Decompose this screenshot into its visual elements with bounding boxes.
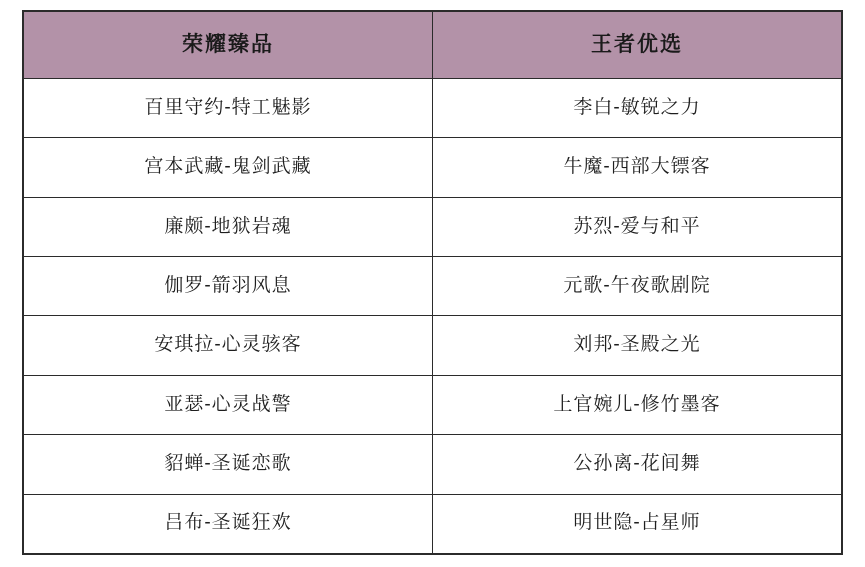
cell-label: 公孙离-花间舞	[573, 452, 701, 474]
skin-comparison-table	[22, 10, 843, 555]
cell-label: 貂蝉-圣诞恋歌	[164, 452, 292, 474]
table-cell	[433, 138, 843, 197]
cell-label: 廉颇-地狱岩魂	[164, 215, 292, 237]
table-row	[23, 494, 842, 554]
cell-label: 伽罗-箭羽风息	[164, 274, 292, 296]
column-header-honor-premium	[23, 11, 433, 79]
table-cell	[23, 494, 433, 554]
table-cell	[433, 494, 843, 554]
cell-label: 上官婉儿-修竹墨客	[553, 393, 721, 415]
table-cell	[433, 197, 843, 256]
table-body	[23, 79, 842, 555]
table-cell	[23, 435, 433, 494]
table-cell	[433, 435, 843, 494]
table-cell	[23, 79, 433, 138]
table-cell	[433, 375, 843, 434]
cell-label: 苏烈-爱与和平	[573, 215, 701, 237]
table-row	[23, 375, 842, 434]
column-header-honor-premium-label: 荣耀臻品	[182, 33, 274, 57]
table-cell	[23, 375, 433, 434]
column-header-king-selection-label: 王者优选	[591, 33, 683, 57]
cell-label: 牛魔-西部大镖客	[563, 156, 711, 178]
table-cell	[433, 316, 843, 375]
column-header-king-selection	[433, 11, 843, 79]
table-header-row	[23, 11, 842, 79]
table-cell	[433, 79, 843, 138]
table-cell	[433, 257, 843, 316]
table-row	[23, 257, 842, 316]
cell-label: 吕布-圣诞狂欢	[164, 512, 292, 534]
table-cell	[23, 138, 433, 197]
cell-label: 李白-敏锐之力	[573, 96, 701, 118]
table-cell	[23, 197, 433, 256]
table-cell	[23, 316, 433, 375]
cell-label: 元歌-午夜歌剧院	[563, 274, 711, 296]
cell-label: 宫本武藏-鬼剑武藏	[144, 156, 312, 178]
table-row	[23, 197, 842, 256]
cell-label: 百里守约-特工魅影	[144, 96, 312, 118]
cell-label: 刘邦-圣殿之光	[573, 334, 701, 356]
cell-label: 安琪拉-心灵骇客	[154, 334, 302, 356]
cell-label: 明世隐-占星师	[573, 512, 701, 534]
table-cell	[23, 257, 433, 316]
cell-label: 亚瑟-心灵战警	[164, 393, 292, 415]
table-header	[23, 11, 842, 79]
table-row	[23, 138, 842, 197]
table-row	[23, 79, 842, 138]
table-row	[23, 435, 842, 494]
table-row	[23, 316, 842, 375]
